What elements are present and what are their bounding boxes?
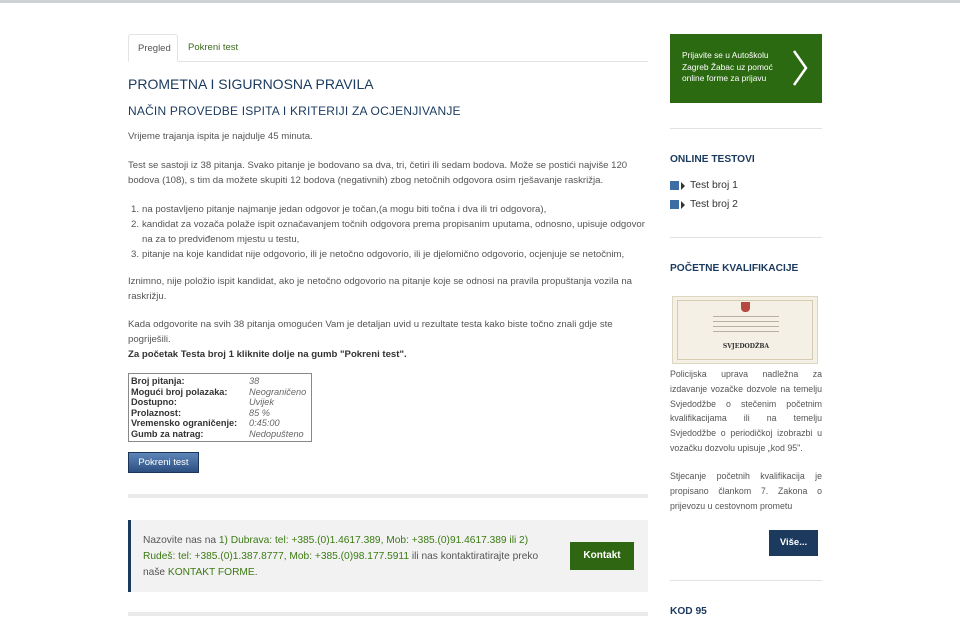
list-item: 3. pitanje na koje kandidat nije odgovorio, ili je netočno odgovorio, ili je djelomično odgovorio, ocjenjuje se netočnim, xyxy=(131,249,625,260)
signup-banner[interactable] xyxy=(670,34,822,103)
rules-list xyxy=(128,202,648,262)
divider xyxy=(128,494,648,498)
info-row: Prolaznost: 85 % xyxy=(131,407,270,418)
qualifications-heading: POČETNE KVALIFIKACIJE xyxy=(670,263,799,274)
online-tests-heading: ONLINE TESTOVI xyxy=(670,154,755,165)
tab-pokreni-test[interactable]: Pokreni test xyxy=(188,42,239,53)
divider xyxy=(670,580,822,581)
contact-button[interactable]: Kontakt xyxy=(570,542,634,570)
square-bullet-icon xyxy=(670,200,679,209)
qualifications-text: Policijska uprava nadležna za izdavanje vozačke dozvole na temelju Svjedodžbe o stečenim početnim kvalifikacijama ili na temelju Svjedodžbe o periodičkoj izobrazbi u vozačku dozvolu upisuje „kod 95". xyxy=(670,369,822,453)
list-item: 2. kandidat za vozača polaže ispit označavanjem točnih odgovora prema propisanim uputama, odnosno, upisuje odgovor na za to predviđenom mjestu u testu, xyxy=(131,219,645,245)
main-content xyxy=(128,34,648,578)
divider xyxy=(128,612,648,616)
arrow-right-icon xyxy=(681,182,685,190)
test-description: Test se sastoji iz 38 pitanja. Svako pitanje je bodovano sa dva, tri, četiri ili sedam bodova. Može se postići najviše 120 bodova (108), s tim da možete skupiti 12 bodova (negativnih) zbog netočnih odgovora osim rješavanje raskrižja. xyxy=(128,160,628,186)
list-item: 1. na postavljeno pitanje najmanje jedan odgovor je točan,(a mogu biti točna i dva ili tri odgovora), xyxy=(131,204,547,215)
tab-bar xyxy=(128,34,648,62)
arrow-right-icon xyxy=(681,201,685,209)
contact-box xyxy=(128,520,648,592)
test-info-table xyxy=(128,373,312,442)
contact-text: Nazovite nas na 1) Dubrava: tel: +385.(0)1.4617.389, Mob: +385.(0)91.4617.389 ili 2) Rudeš: tel: +385.(0)1.387.8777, Mob: +385.(0)98.177.5911 ili nas kontaktiratirajte preko naše KONTAKT FORME. xyxy=(143,535,539,578)
exception-text: Iznimno, nije položio ispit kandidat, ako je netočno odgovorio na pitanje koje se odnosi na pravila propuštanja vozila na raskrižju. xyxy=(128,276,632,302)
info-row: Vremensko ograničenje: 0:45:00 xyxy=(131,418,280,428)
qualifications-law-text: Stjecanje početnih kvalifikacija je propisano člankom 7. Zakona o prijevozu u cestovnom prometu xyxy=(670,471,822,511)
test-link-2[interactable]: Test broj 2 xyxy=(670,199,738,210)
kod95-heading: KOD 95 xyxy=(670,606,707,617)
chevron-right-icon xyxy=(790,48,810,88)
certificate-image xyxy=(672,296,818,364)
divider xyxy=(670,237,822,238)
test-link-1[interactable]: Test broj 1 xyxy=(670,180,738,191)
info-row: Dostupno: Uvijek xyxy=(131,397,275,407)
page-title: PROMETNA I SIGURNOSNA PRAVILA xyxy=(128,76,374,92)
phone-numbers: 1) Dubrava: tel: +385.(0)1.4617.389, Mob: +385.(0)91.4617.389 ili 2) Rudeš: tel: +385.(0)1.387.8777, Mob: +385.(0)98.177.5911 xyxy=(143,535,529,562)
start-test-button[interactable]: Pokreni test xyxy=(128,452,199,473)
coat-of-arms-icon xyxy=(741,302,750,312)
instruction-text: Za početak Testa broj 1 kliknite dolje na gumb "Pokreni test". xyxy=(128,349,407,360)
signup-banner-text: Prijavite se u Autoškolu Zagreb Žabac uz pomoć online forme za prijavu xyxy=(682,50,773,83)
info-row: Gumb za natrag: Nedopušteno xyxy=(131,428,304,439)
square-bullet-icon xyxy=(670,181,679,190)
top-bar xyxy=(0,0,960,3)
section-subtitle: NAČIN PROVEDBE ISPITA I KRITERIJI ZA OCJENJIVANJE xyxy=(128,104,461,118)
info-row: Broj pitanja: 38 xyxy=(131,376,260,386)
results-text: Kada odgovorite na svih 38 pitanja omogućen Vam je detaljan uvid u rezultate testa kako biste točno znali gdje ste pogriješili. Za početak Testa broj 1 kliknite dolje na gumb "Pokreni test". xyxy=(128,319,613,360)
contact-form-link[interactable]: KONTAKT FORME xyxy=(167,567,255,578)
divider xyxy=(670,128,822,129)
certificate-title: SVJEDODŽBA xyxy=(722,343,770,350)
info-row: Mogući broj polazaka: Neograničeno xyxy=(131,386,307,397)
more-button[interactable]: Više... xyxy=(769,530,818,556)
duration-text: Vrijeme trajanja ispita je najdulje 45 minuta. xyxy=(128,131,313,142)
tab-pregled[interactable]: Pregled xyxy=(128,34,178,62)
